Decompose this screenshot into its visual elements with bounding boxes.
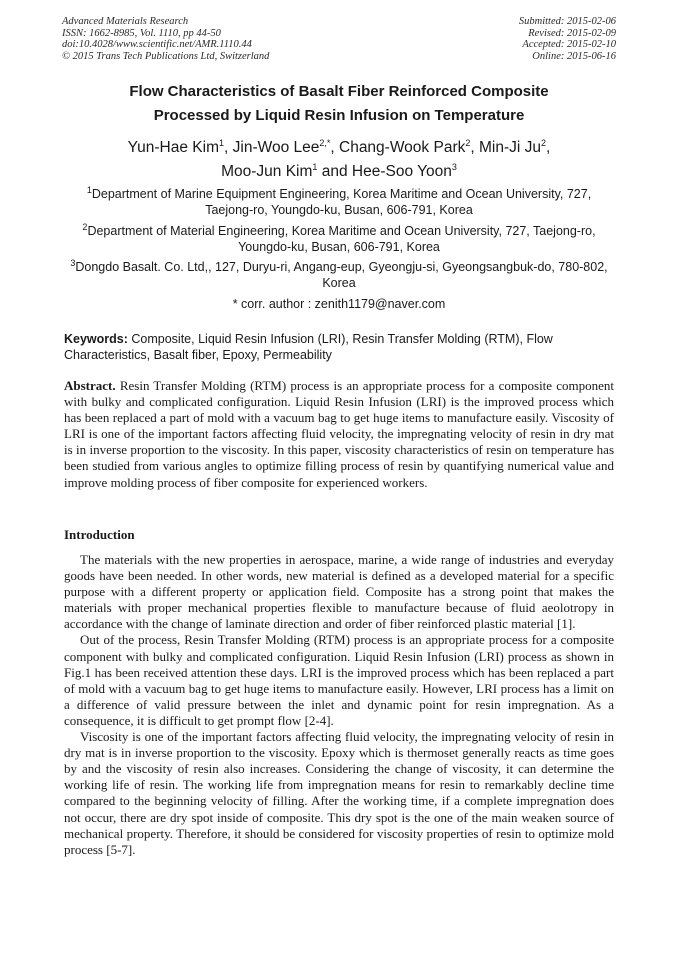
author-name: Jin-Woo Lee	[232, 139, 320, 156]
journal-info	[62, 16, 269, 62]
affiliation-text: Department of Material Engineering, Korea Maritime and Ocean University, 727, Taejong-ro,	[87, 224, 596, 238]
abstract	[64, 378, 614, 491]
intro-paragraph: The materials with the new properties in aerospace, marine, a wide range of industries and everyday goods have been needed. In other words, new material is defined as a developed material for a specific purpose with a different property or application field. Composite has a strong point that makes the materials with proper mechanical properties flexible to manufacture because of fluid aeolotropy in accordance with the change of laminate direction and order of fiber reinforced plastic material [1].	[64, 552, 614, 632]
intro-paragraph: Out of the process, Resin Transfer Molding (RTM) process is an appropriate process for a composite component with bulky and complicated configuration. Liquid Resin Infusion (LRI) process as shown in Fig.1 has been received attention these days. LRI is the improved process which has been replaced a part of mold with a vacuum bag to get huge items to manufacture easily. However, LRI process has a limit on a difference of valid pressure between the inlet and dynamic point for resin impregnation. As a consequence, it is difficult to get prompt flow [2-4].	[64, 632, 614, 728]
accepted-date: Accepted: 2015-02-10	[522, 39, 616, 50]
paper-title	[40, 80, 638, 128]
abstract-label: Abstract.	[64, 378, 116, 393]
affiliation-2	[60, 221, 618, 255]
author-separator: and	[317, 163, 352, 180]
affiliation-line: Taejong-ro, Youngdo-ku, Busan, 606-791, Korea	[205, 202, 473, 217]
author-separator: ,	[470, 139, 479, 156]
keywords-label: Keywords:	[64, 332, 128, 346]
affiliation-sup: 3	[70, 257, 76, 268]
online-date: Online: 2015-06-16	[532, 50, 616, 62]
introduction-body	[64, 552, 614, 858]
title-line: Processed by Liquid Resin Infusion on Temperature	[153, 107, 525, 124]
affiliation-line	[60, 257, 618, 276]
doi-line: doi:10.4028/www.scientific.net/AMR.1110.44	[62, 39, 252, 50]
author-separator: ,	[330, 139, 339, 156]
intro-paragraph: Viscosity is one of the important factors affecting fluid velocity, the impregnating velocity of resin in dry mat is in inverse proportion to the viscosity. Epoxy which is thermoset generally reacts as time goes by and the viscosity of resin also increases. Considering the change of viscosity, it can determine the working life of resin. The working life from impregnation means for resin to remarkably decline time compared to the beginning velocity of filling. After the working time, if a complete impregnation does not occur, there are dry spot inside of composite. This dry spot is the one of the main weaken source of mechanical property. Therefore, it should be considered for viscosity properties of resin to optimize mold process [5-7].	[64, 729, 614, 857]
keywords	[64, 331, 614, 363]
journal-name: Advanced Materials Research	[62, 16, 189, 27]
copyright-line: © 2015 Trans Tech Publications Ltd, Switzerland	[62, 50, 270, 62]
author-affil-sup: 2	[465, 137, 471, 148]
author-affil-sup: 2	[541, 137, 547, 148]
affiliation-sup: 2	[82, 221, 88, 232]
author-name: Moo-Jun Kim	[221, 163, 313, 180]
author-affil-sup: 1	[218, 137, 224, 148]
author-affil-sup: 2,*	[319, 137, 331, 148]
author-name: Hee-Soo Yoon	[351, 163, 452, 180]
abstract-text: Resin Transfer Molding (RTM) process is an appropriate process for a composite component with bulky and complicated configuration. Liquid Resin Infusion (LRI) is the improved process which has been replaced a part of mold with a vacuum bag to get huge items to manufacture easily. Viscosity of LRI is one of the important factors affecting fluid velocity, the impregnating velocity of resin in dry mat is in inverse proportion to the viscosity. In this paper, viscosity characteristics of resin on temperature has been studied from various angles to optimize filling process of resin by quantifying numerical value and improve molding process of fiber composite for experienced workers.	[64, 378, 615, 490]
submission-dates	[519, 16, 616, 62]
author-list	[40, 136, 638, 184]
author-name: Yun-Hae Kim	[127, 139, 219, 156]
author-affil-sup: 1	[312, 161, 318, 172]
author-line	[40, 160, 638, 184]
affiliation-line: Youngdo-ku, Busan, 606-791, Korea	[238, 239, 440, 254]
submitted-date: Submitted: 2015-02-06	[518, 16, 616, 27]
affiliation-line	[60, 184, 618, 203]
issn-line: ISSN: 1662-8985, Vol. 1110, pp 44-50	[62, 27, 221, 39]
corresponding-author: * corr. author : zenith1179@naver.com	[232, 297, 446, 311]
affiliation-line	[60, 221, 618, 240]
author-line	[40, 136, 638, 160]
affiliation-line: Korea	[322, 275, 356, 290]
author-name: Chang-Wook Park	[339, 139, 466, 156]
author-affil-sup: 3	[451, 161, 457, 172]
abstract-paragraph	[64, 378, 614, 491]
affiliation-text: Department of Marine Equipment Engineering, Korea Maritime and Ocean University, 727,	[91, 187, 592, 201]
author-separator: ,	[224, 139, 233, 156]
affiliation-3	[60, 257, 618, 291]
author-separator: ,	[546, 139, 551, 156]
affiliation-text: Dongdo Basalt. Co. Ltd,, 127, Duryu-ri, Angang-eup, Gyeongju-si, Gyeongsangbuk-do, 780-802,	[75, 260, 608, 274]
keywords-text: Composite, Liquid Resin Infusion (LRI), Resin Transfer Molding (RTM), Flow Characteristics, Basalt fiber, Epoxy, Permeability	[64, 332, 553, 362]
introduction-heading: Introduction	[64, 527, 135, 542]
author-name: Min-Ji Ju	[479, 139, 542, 156]
affiliation-1	[60, 184, 618, 218]
title-line: Flow Characteristics of Basalt Fiber Reinforced Composite	[129, 83, 549, 100]
revised-date: Revised: 2015-02-09	[528, 27, 616, 39]
affiliation-sup: 1	[86, 184, 92, 195]
